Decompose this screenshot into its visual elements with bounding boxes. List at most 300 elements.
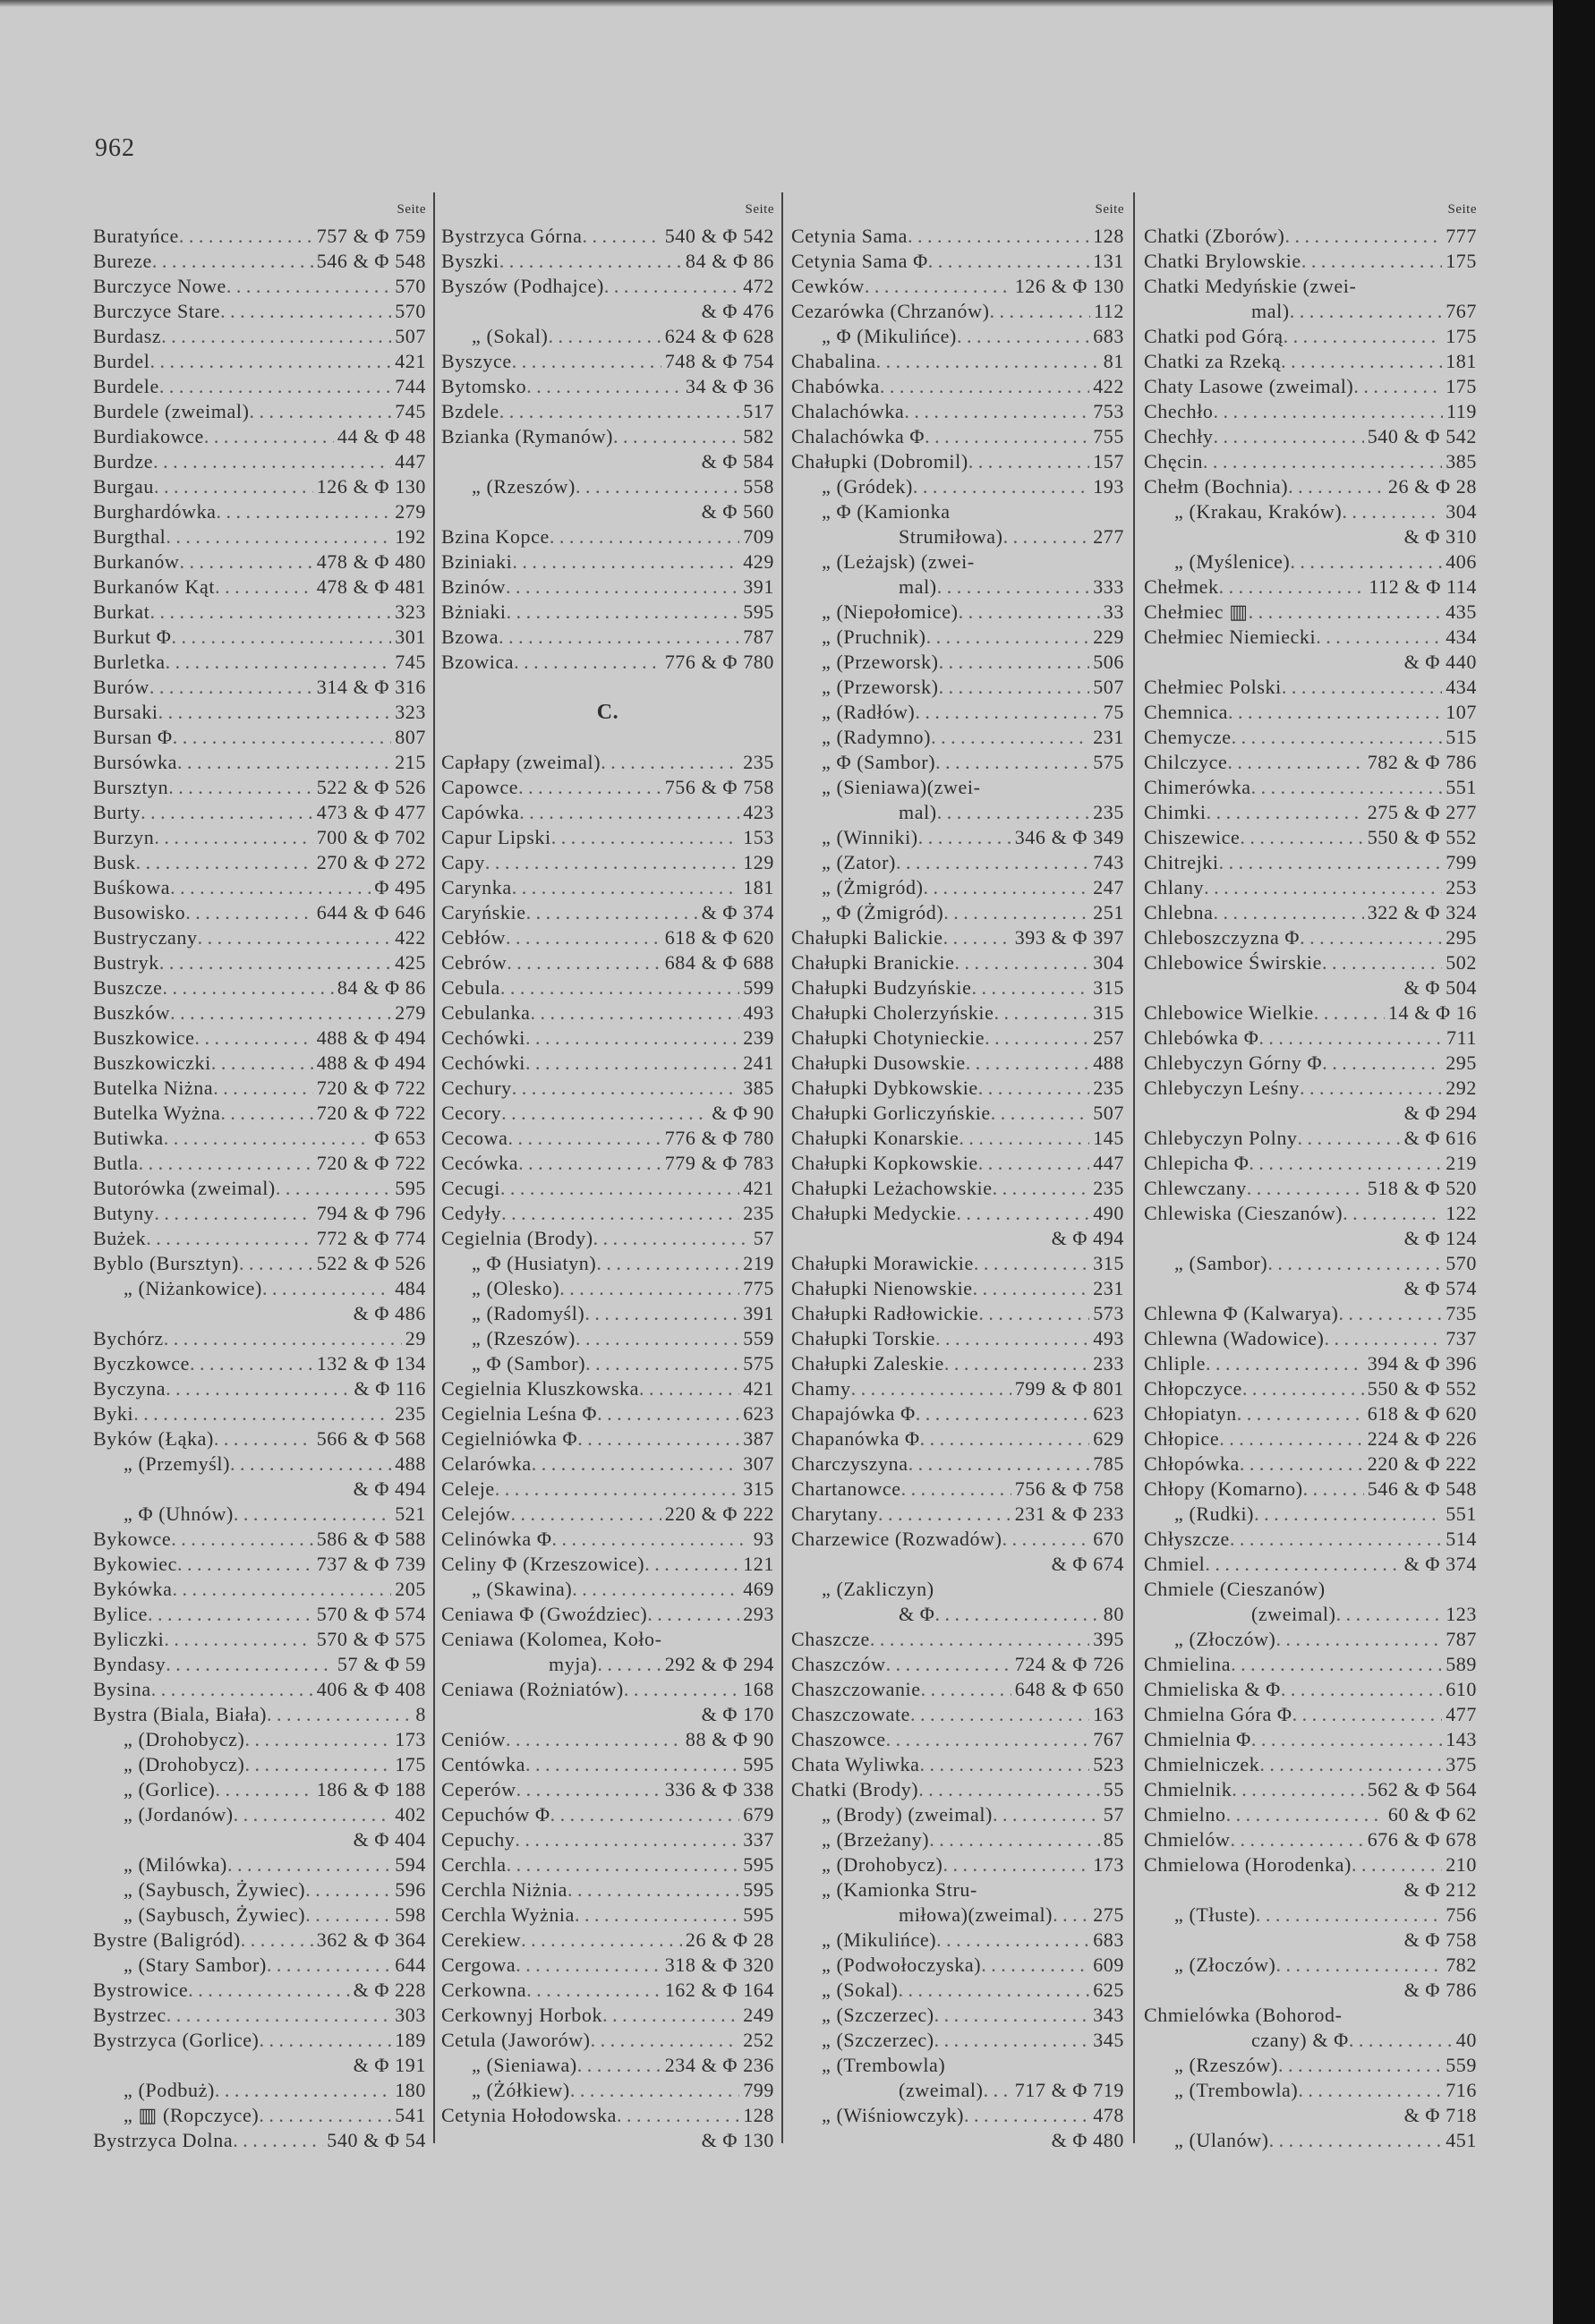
page-reference: 478 & Φ 481 — [316, 575, 426, 598]
page-reference: 756 & Φ 758 — [1014, 1477, 1124, 1500]
dot-leader — [915, 700, 1099, 725]
index-entry — [93, 1802, 426, 1827]
page-reference: 323 — [395, 600, 426, 623]
page-reference: 26 & Φ 28 — [685, 1928, 774, 1951]
page-reference: 540 & Φ 54 — [327, 2129, 426, 2151]
index-entry-continuation — [1144, 299, 1477, 324]
place-name: Cecugi — [441, 1177, 500, 1199]
index-entry — [93, 1451, 426, 1477]
place-name: Burkut Φ — [93, 626, 172, 648]
place-name: Chiszewice — [1144, 826, 1241, 848]
dot-leader — [1267, 1251, 1442, 1276]
place-name: Chatki za Rzeką — [1144, 350, 1282, 372]
place-name: Capówka — [441, 801, 520, 823]
index-entry-continuation — [1144, 1276, 1477, 1301]
place-name: Cebrów — [441, 951, 508, 974]
dot-leader — [1228, 700, 1442, 725]
page-reference: 595 — [743, 1878, 774, 1901]
place-name: „ (Radymno) — [822, 726, 932, 748]
dot-leader — [937, 800, 1089, 825]
page-reference: 502 — [1446, 951, 1477, 974]
page-reference: 112 & Φ 114 — [1369, 575, 1477, 598]
index-entry — [93, 1351, 426, 1376]
page-reference: 307 — [743, 1452, 774, 1475]
page-reference: 247 — [1093, 876, 1124, 898]
dot-leader — [865, 274, 1011, 299]
dot-leader — [993, 1802, 1100, 1827]
place-name: Burdze — [93, 450, 154, 472]
dot-leader — [920, 1752, 1090, 1777]
page-reference: & Φ 786 — [1403, 1979, 1477, 2001]
page-reference: 292 — [1446, 1077, 1477, 1099]
index-entry — [441, 1527, 774, 1552]
index-entry — [1144, 825, 1477, 850]
place-name: Chmielowa (Horodenka) — [1144, 1853, 1352, 1876]
index-entry — [791, 1201, 1124, 1226]
page-reference: 575 — [1093, 751, 1124, 773]
dot-leader — [939, 675, 1090, 700]
index-entry-continuation — [791, 800, 1124, 825]
place-name: „ Φ (Sambor) — [822, 751, 936, 773]
index-entry — [791, 875, 1124, 900]
index-entry — [791, 1426, 1124, 1451]
place-name: Ceperów — [441, 1778, 516, 1800]
place-name: Chlewczany — [1144, 1177, 1247, 1199]
dot-leader — [896, 850, 1089, 875]
index-entry — [1144, 800, 1477, 825]
page-reference: 472 — [743, 275, 774, 297]
place-name: Cebulanka — [441, 1001, 531, 1024]
index-entry — [93, 1051, 426, 1076]
index-entry — [441, 349, 774, 374]
page-reference: & Φ 758 — [1403, 1928, 1477, 1951]
index-entry-continuation — [1144, 2028, 1477, 2053]
place-name: Byszki — [441, 250, 499, 272]
place-name: Chabalina — [791, 350, 876, 372]
dot-leader — [898, 1978, 1089, 2003]
dot-leader — [215, 575, 313, 600]
index-entry — [93, 524, 426, 549]
place-name: Bystrzyca (Gorlice) — [93, 2029, 260, 2051]
place-name: Burkanów — [93, 550, 180, 573]
dot-leader — [506, 1727, 682, 1752]
dot-leader — [597, 1652, 661, 1677]
dot-leader — [1284, 324, 1443, 349]
dot-leader — [506, 575, 739, 600]
place-name: Butelka Wyżna — [93, 1102, 221, 1124]
dot-leader — [1249, 1151, 1442, 1176]
place-name: (zweimal) — [1251, 1603, 1336, 1625]
page-reference: 477 — [1446, 1703, 1477, 1725]
dot-leader — [164, 1326, 402, 1351]
page-reference: 219 — [743, 1252, 774, 1274]
dot-leader — [164, 1627, 312, 1652]
page-reference: 595 — [743, 1753, 774, 1775]
place-name: Bystrowice — [93, 1979, 189, 2001]
page-reference: 570 & Φ 575 — [316, 1628, 426, 1650]
index-entry — [791, 1677, 1124, 1702]
page-reference: 772 & Φ 774 — [316, 1227, 426, 1249]
page-reference: 745 — [395, 400, 426, 422]
page-reference: 132 & Φ 134 — [316, 1352, 426, 1375]
page-reference: 523 — [1093, 1753, 1124, 1775]
index-entry — [441, 625, 774, 650]
page-reference: 277 — [1093, 525, 1124, 548]
index-entry — [791, 1051, 1124, 1076]
place-name: Cewków — [791, 275, 865, 297]
dot-leader — [171, 1527, 312, 1552]
index-entry-continuation — [791, 2078, 1124, 2103]
page-reference: 683 — [1093, 325, 1124, 347]
page-reference: 29 — [405, 1327, 426, 1349]
page-reference: 745 — [395, 651, 426, 673]
place-name: „ Φ (Kamionka — [822, 500, 951, 523]
dot-leader — [924, 875, 1090, 900]
dot-leader — [512, 349, 661, 374]
dot-leader — [151, 1677, 313, 1702]
index-entry — [441, 2103, 774, 2128]
dot-leader — [526, 900, 698, 925]
dot-leader — [501, 1201, 739, 1226]
index-entry — [93, 2103, 426, 2128]
dot-leader — [591, 2028, 740, 2053]
page-reference: 295 — [1446, 926, 1477, 949]
dot-leader — [525, 1051, 739, 1076]
place-name: „ Φ (Mikulińce) — [822, 325, 957, 347]
index-entry — [93, 1401, 426, 1426]
index-entry — [791, 1577, 1124, 1602]
page-reference: 624 & Φ 628 — [664, 325, 774, 347]
place-name: „ (Saybusch, Żywiec) — [124, 1903, 306, 1926]
place-name: Capur Lipski — [441, 826, 551, 848]
index-entry — [1144, 1451, 1477, 1477]
place-name: Chapajówka Φ — [791, 1402, 916, 1425]
place-name: „ (Złoczów) — [1174, 1954, 1276, 1976]
page-reference: 345 — [1093, 2029, 1124, 2051]
page-reference: 507 — [1093, 676, 1124, 698]
page-reference: & Φ 404 — [353, 1828, 426, 1851]
page-reference: 469 — [743, 1578, 774, 1600]
page-reference: 609 — [1093, 1954, 1124, 1976]
place-name: Byszyce — [441, 350, 512, 372]
place-name: „ (Wiśniowczyk) — [822, 2104, 965, 2126]
index-entry — [791, 1802, 1124, 1827]
dot-leader — [1322, 1051, 1442, 1076]
place-name: Buszkowice — [93, 1026, 195, 1049]
index-entry — [441, 1226, 774, 1251]
page-reference: & Φ 116 — [354, 1377, 426, 1400]
dot-leader — [526, 374, 682, 399]
dot-leader — [935, 1326, 1089, 1351]
column-header-seite: Seite — [397, 202, 426, 217]
page-reference: 241 — [743, 1051, 774, 1074]
index-entry-continuation — [791, 2128, 1124, 2153]
place-name: „ (Szczerzec) — [822, 2029, 934, 2051]
index-entry-continuation — [1144, 1928, 1477, 1953]
index-entry — [441, 1752, 774, 1777]
place-name: Celiny Φ (Krzeszowice) — [441, 1553, 645, 1575]
page-reference: 550 & Φ 552 — [1367, 826, 1477, 848]
dot-leader — [617, 2103, 739, 2128]
place-name: Cegielnia (Brody) — [441, 1227, 593, 1249]
dot-leader — [973, 1276, 1090, 1301]
place-name: Buszcze — [93, 976, 163, 999]
dot-leader — [978, 1301, 1089, 1326]
page-reference: 391 — [743, 575, 774, 598]
place-name: Bykowiec — [93, 1553, 178, 1575]
place-name: Chalachówka — [791, 400, 905, 422]
index-entry — [1144, 775, 1477, 800]
place-name: Bylice — [93, 1603, 149, 1625]
dot-leader — [217, 499, 392, 524]
index-entry — [1144, 1126, 1477, 1151]
page-reference: 301 — [395, 626, 426, 648]
index-entry — [791, 1877, 1124, 1903]
place-name: „ ▥ (Ropczyce) — [124, 2104, 260, 2126]
page-reference: 314 & Φ 316 — [316, 676, 426, 698]
place-name: Cechury — [441, 1077, 512, 1099]
place-name: Capowce — [441, 776, 519, 798]
dot-leader — [1230, 1827, 1363, 1852]
dot-leader — [886, 1727, 1090, 1752]
place-name: Chatki (Brody) — [791, 1778, 919, 1800]
page-reference: 131 — [1093, 250, 1124, 272]
page-reference: 406 — [1446, 550, 1477, 573]
index-entry — [93, 1627, 426, 1652]
dot-leader — [220, 1101, 312, 1126]
page-reference: & Φ 130 — [701, 2129, 774, 2151]
index-entry — [791, 1326, 1124, 1351]
dot-leader — [1352, 1852, 1442, 1877]
dot-leader — [1288, 474, 1385, 499]
dot-leader — [166, 650, 392, 675]
section-heading: C. — [596, 701, 619, 724]
place-name: mal) — [1251, 300, 1290, 322]
place-name: „ (Leżajsk) (zwei- — [822, 550, 975, 573]
page-reference: 776 & Φ 780 — [664, 651, 774, 673]
page-reference: 181 — [743, 876, 774, 898]
page-reference: 623 — [743, 1402, 774, 1425]
page-reference: 157 — [1093, 450, 1124, 472]
place-name: Bzowa — [441, 626, 499, 648]
index-entry — [441, 1351, 774, 1376]
dot-leader — [244, 1727, 391, 1752]
page-reference: 451 — [1446, 2129, 1477, 2151]
place-name: Burkanów Kąt — [93, 575, 216, 598]
column-divider — [781, 192, 783, 2143]
place-name: „ (Kamionka Stru- — [822, 1878, 977, 1901]
index-entry — [93, 1702, 426, 1727]
dot-leader — [1316, 625, 1442, 650]
page-reference: 541 — [395, 2104, 426, 2126]
place-name: „ (Żółkiew) — [472, 2079, 570, 2101]
page-reference: 163 — [1093, 1703, 1124, 1725]
page-reference: & Φ 494 — [353, 1477, 426, 1500]
dot-leader — [585, 1351, 739, 1376]
page-reference: 85 — [1103, 1828, 1124, 1851]
index-entry — [441, 1928, 774, 1953]
dot-leader — [204, 424, 334, 449]
place-name: Chmielno — [1144, 1803, 1226, 1826]
index-entry — [791, 725, 1124, 750]
index-entry — [441, 875, 774, 900]
dot-leader — [1219, 575, 1366, 600]
dot-leader — [149, 675, 313, 700]
index-entry — [441, 1777, 774, 1802]
place-name: Chmieliska & Φ — [1144, 1678, 1281, 1700]
index-entry-continuation — [1144, 1226, 1477, 1251]
dot-leader — [139, 1151, 313, 1176]
index-entry-continuation — [791, 524, 1124, 549]
index-entry — [93, 675, 426, 700]
page-reference: 253 — [1446, 876, 1477, 898]
index-entry — [93, 1201, 426, 1226]
page-reference: 435 — [1446, 600, 1477, 623]
dot-leader — [173, 1577, 392, 1602]
place-name: Cerkowna — [441, 1979, 527, 2001]
place-name: Chaszczowate — [791, 1703, 911, 1725]
index-entry — [1144, 274, 1477, 299]
place-name: „ (Żmigród) — [822, 876, 924, 898]
index-entry — [441, 1276, 774, 1301]
place-name: „ (Gródek) — [822, 475, 913, 498]
page-reference: 235 — [1093, 1077, 1124, 1099]
page-reference: 26 & Φ 28 — [1387, 475, 1477, 498]
page-reference: 478 & Φ 480 — [316, 550, 426, 573]
page-reference: 573 — [1093, 1302, 1124, 1324]
dot-leader — [226, 274, 391, 299]
dot-leader — [1290, 549, 1442, 575]
page-reference: 540 & Φ 542 — [664, 225, 774, 247]
index-entry — [1144, 2053, 1477, 2078]
index-entry-continuation — [441, 2128, 774, 2153]
dot-leader — [241, 1928, 313, 1953]
index-entry — [441, 424, 774, 449]
place-name: Cegielnia Kluszkowska — [441, 1377, 639, 1400]
index-entry — [1144, 1251, 1477, 1276]
index-entry — [791, 1752, 1124, 1777]
dot-leader — [964, 2103, 1089, 2128]
dot-leader — [164, 1126, 371, 1151]
dot-leader — [1232, 1777, 1363, 1802]
page-reference: 767 — [1446, 300, 1477, 322]
page-reference: 782 — [1446, 1954, 1477, 1976]
place-name: Bzina Kopce — [441, 525, 550, 548]
dot-leader — [1298, 2078, 1442, 2103]
dot-leader — [239, 1251, 313, 1276]
dot-leader — [994, 1000, 1089, 1026]
place-name: Bursaki — [93, 701, 158, 723]
index-entry — [791, 224, 1124, 249]
page-reference: 799 — [1446, 851, 1477, 873]
index-entry — [441, 1201, 774, 1226]
place-name: Chmielniczek — [1144, 1753, 1260, 1775]
dot-leader — [250, 399, 392, 424]
place-name: Bursan Φ — [93, 726, 173, 748]
place-name: „ (Tłuste) — [1174, 1903, 1256, 1926]
place-name: „ Φ (Uhnów) — [124, 1503, 234, 1525]
dot-leader — [1249, 600, 1443, 625]
dot-leader — [576, 474, 739, 499]
index-entry — [93, 399, 426, 424]
place-name: Chmielnia Φ — [1144, 1728, 1251, 1750]
index-entry — [93, 1276, 426, 1301]
page-reference: 129 — [743, 851, 774, 873]
index-entry — [791, 299, 1124, 324]
index-entry — [791, 1126, 1124, 1151]
index-entry — [93, 549, 426, 575]
page-reference: 737 — [1446, 1327, 1477, 1349]
dot-leader — [918, 1777, 1100, 1802]
place-name: Chatki Brylowskie — [1144, 250, 1301, 272]
dot-leader — [991, 1101, 1089, 1126]
column-header-seite: Seite — [745, 202, 774, 217]
dot-leader — [644, 1552, 739, 1577]
index-entry — [441, 324, 774, 349]
index-entry-continuation — [791, 1226, 1124, 1251]
index-entry — [441, 1502, 774, 1527]
page-reference: 595 — [395, 1177, 426, 1199]
page-reference: 779 & Φ 783 — [664, 1152, 774, 1174]
dot-leader — [499, 399, 740, 424]
page-reference: 551 — [1446, 1503, 1477, 1525]
index-entry — [1144, 424, 1477, 449]
page-reference: 594 — [395, 1853, 426, 1876]
dot-leader — [851, 1376, 1011, 1401]
dot-leader — [519, 800, 739, 825]
place-name: Chaszczów — [791, 1653, 886, 1675]
index-entry — [93, 825, 426, 850]
place-name: Chałupki Nienowskie — [791, 1277, 973, 1299]
index-entry — [93, 775, 426, 800]
index-entry — [791, 1101, 1124, 1126]
dot-leader — [526, 1978, 661, 2003]
dot-leader — [1290, 299, 1442, 324]
index-entry — [791, 1777, 1124, 1802]
index-entry — [1144, 2128, 1477, 2153]
dot-leader — [166, 1376, 350, 1401]
page-reference: & Φ 494 — [1051, 1227, 1124, 1249]
index-entry — [93, 875, 426, 900]
index-entry — [441, 1877, 774, 1903]
index-entry — [441, 775, 774, 800]
dot-leader — [575, 1903, 739, 1928]
place-name: Cerchla Wyżnia — [441, 1903, 575, 1926]
dot-leader — [916, 1401, 1089, 1426]
index-entry-continuation — [1144, 1877, 1477, 1903]
dot-leader — [934, 2028, 1090, 2053]
dot-leader — [1259, 1752, 1442, 1777]
dot-leader — [870, 1627, 1089, 1652]
index-entry — [791, 1076, 1124, 1101]
dot-leader — [512, 1076, 739, 1101]
page-reference: 14 & Φ 16 — [1387, 1001, 1477, 1024]
column-divider — [1133, 192, 1135, 2143]
dot-leader — [220, 299, 391, 324]
dot-leader — [500, 1176, 739, 1201]
place-name: „ (Brody) (zweimal) — [822, 1803, 993, 1826]
index-entry — [791, 775, 1124, 800]
index-entry — [93, 2003, 426, 2028]
place-name: Burgthal — [93, 525, 166, 548]
dot-leader — [1203, 449, 1442, 474]
place-name: Bystra (Biala, Biała) — [93, 1703, 268, 1725]
place-name: Chałupki Leżachowskie — [791, 1177, 993, 1199]
dot-leader — [926, 625, 1090, 650]
dot-leader — [937, 575, 1089, 600]
place-name: Byliczki — [93, 1628, 165, 1650]
page-reference: 562 & Φ 564 — [1367, 1778, 1477, 1800]
